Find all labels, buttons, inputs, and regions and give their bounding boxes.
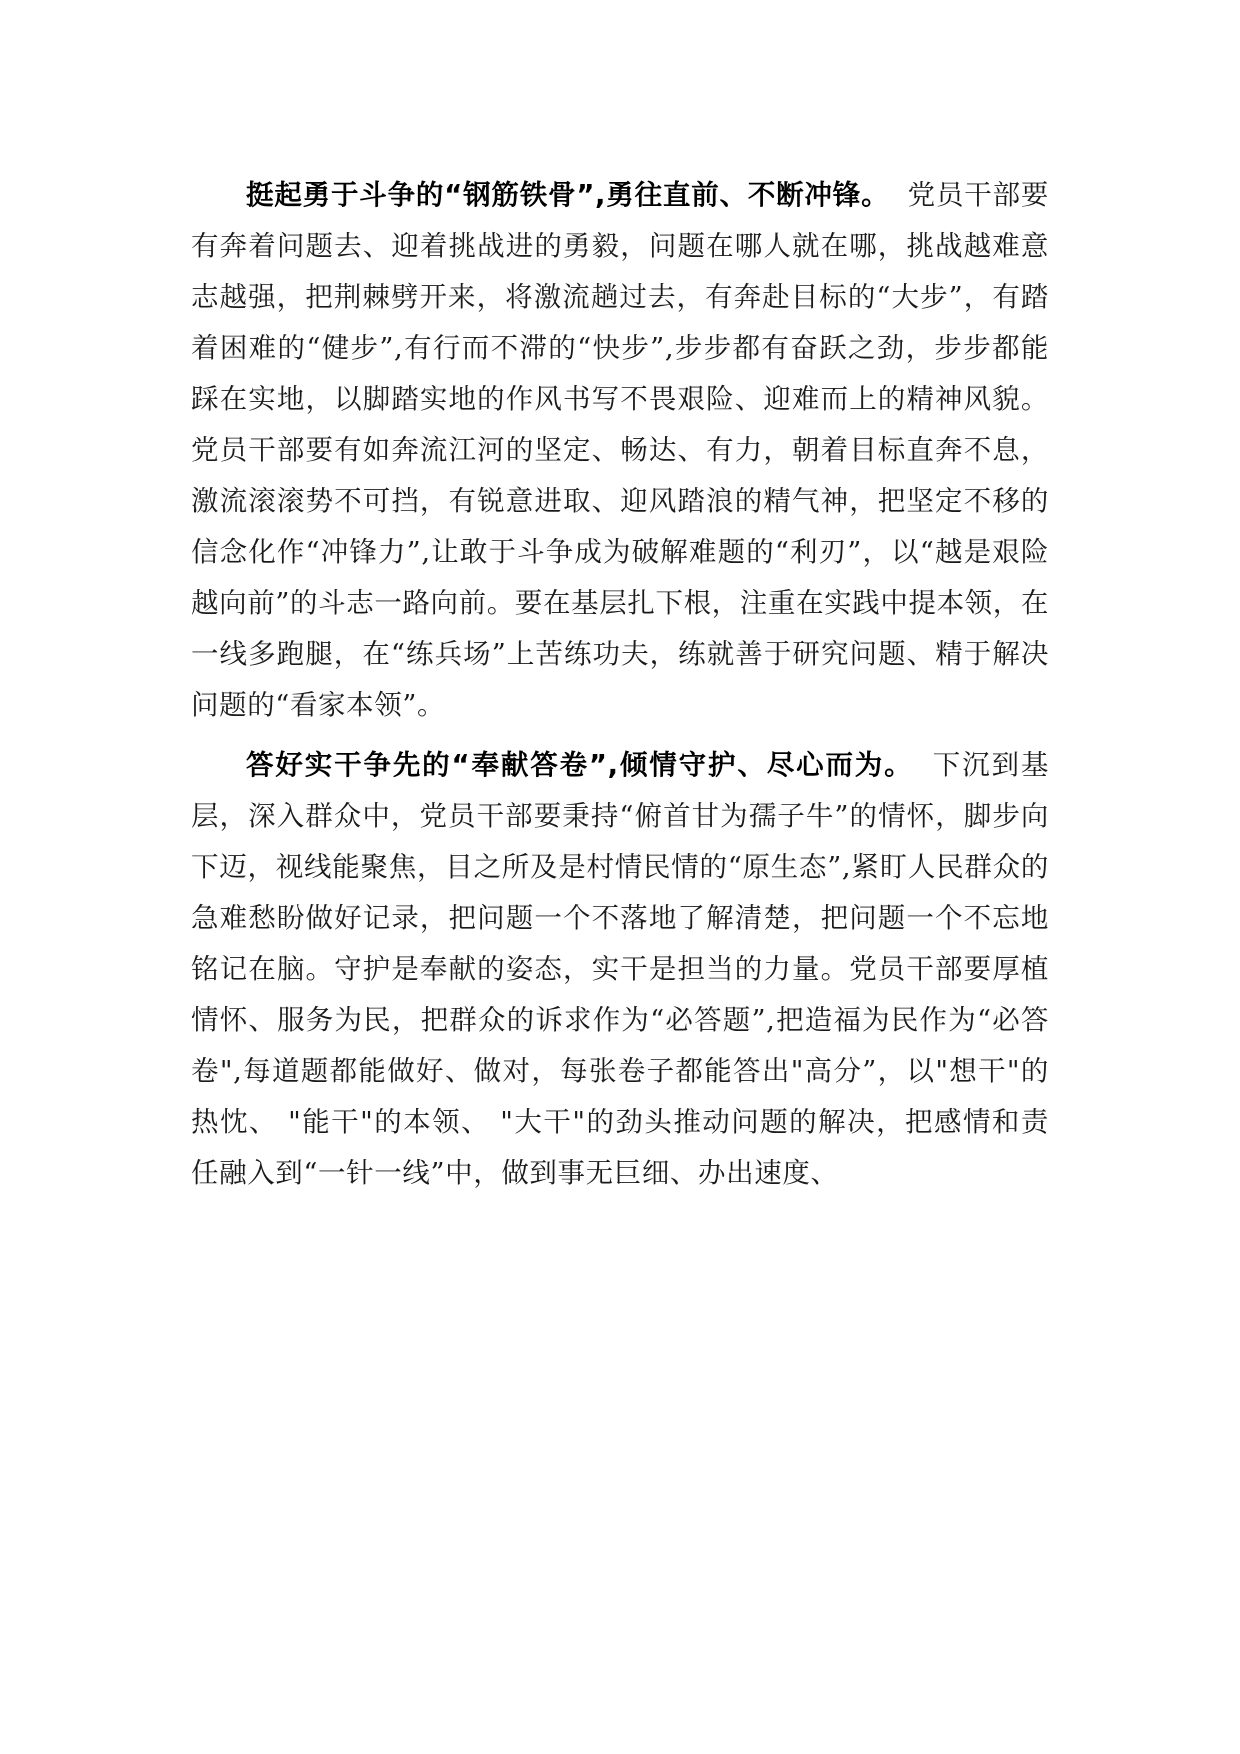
paragraph-1	[191, 170, 1049, 731]
document-body	[191, 170, 1049, 1199]
paragraph-1-lead: 挺起勇于斗争的“钢筋铁骨”,勇往直前、不断冲锋。	[246, 179, 890, 211]
paragraph-2-lead: 答好实干争先的“奉献答卷”,倾情守护、尽心而为。	[246, 749, 914, 781]
paragraph-2-body: 下沉到基层，深入群众中，党员干部要秉持“俯首甘为孺子牛”的情怀，脚步向下迈，视线能聚焦，目之所及是村情民情的“原生态”,紧盯人民群众的急难愁盼做好记录，把问题一个不落地了解清楚，把问题一个不忘地铭记在脑。守护是奉献的姿态，实干是担当的力量。党员干部要厚植情怀、服务为民，把群众的诉求作为“必答题”,把造福为民作为“必答卷",每道题都能做好、做对，每张卷子都能答出"高分”，以"想干"的热忱、 "能干"的本领、 "大干"的劲头推动问题的解决，把感情和责任融入到“一针一线”中，做到事无巨细、办出速度、	[191, 749, 1049, 1189]
paragraph-1-body: 党员干部要有奔着问题去、迎着挑战进的勇毅，问题在哪人就在哪，挑战越难意志越强，把荆棘劈开来，将激流趟过去，有奔赴目标的“大步”，有踏着困难的“健步”,有行而不滞的“快步”,步步都有奋跃之劲，步步都能踩在实地，以脚踏实地的作风书写不畏艰险、迎难而上的精神风貌。党员干部要有如奔流江河的坚定、畅达、有力，朝着目标直奔不息，激流滚滚势不可挡，有锐意进取、迎风踏浪的精气神，把坚定不移的信念化作“冲锋力”,让敢于斗争成为破解难题的“利刃”，以“越是艰险越向前”的斗志一路向前。要在基层扎下根，注重在实践中提本领，在一线多跑腿，在“练兵场”上苦练功夫，练就善于研究问题、精于解决问题的“看家本领”。	[191, 179, 1049, 721]
paragraph-2	[191, 740, 1049, 1199]
